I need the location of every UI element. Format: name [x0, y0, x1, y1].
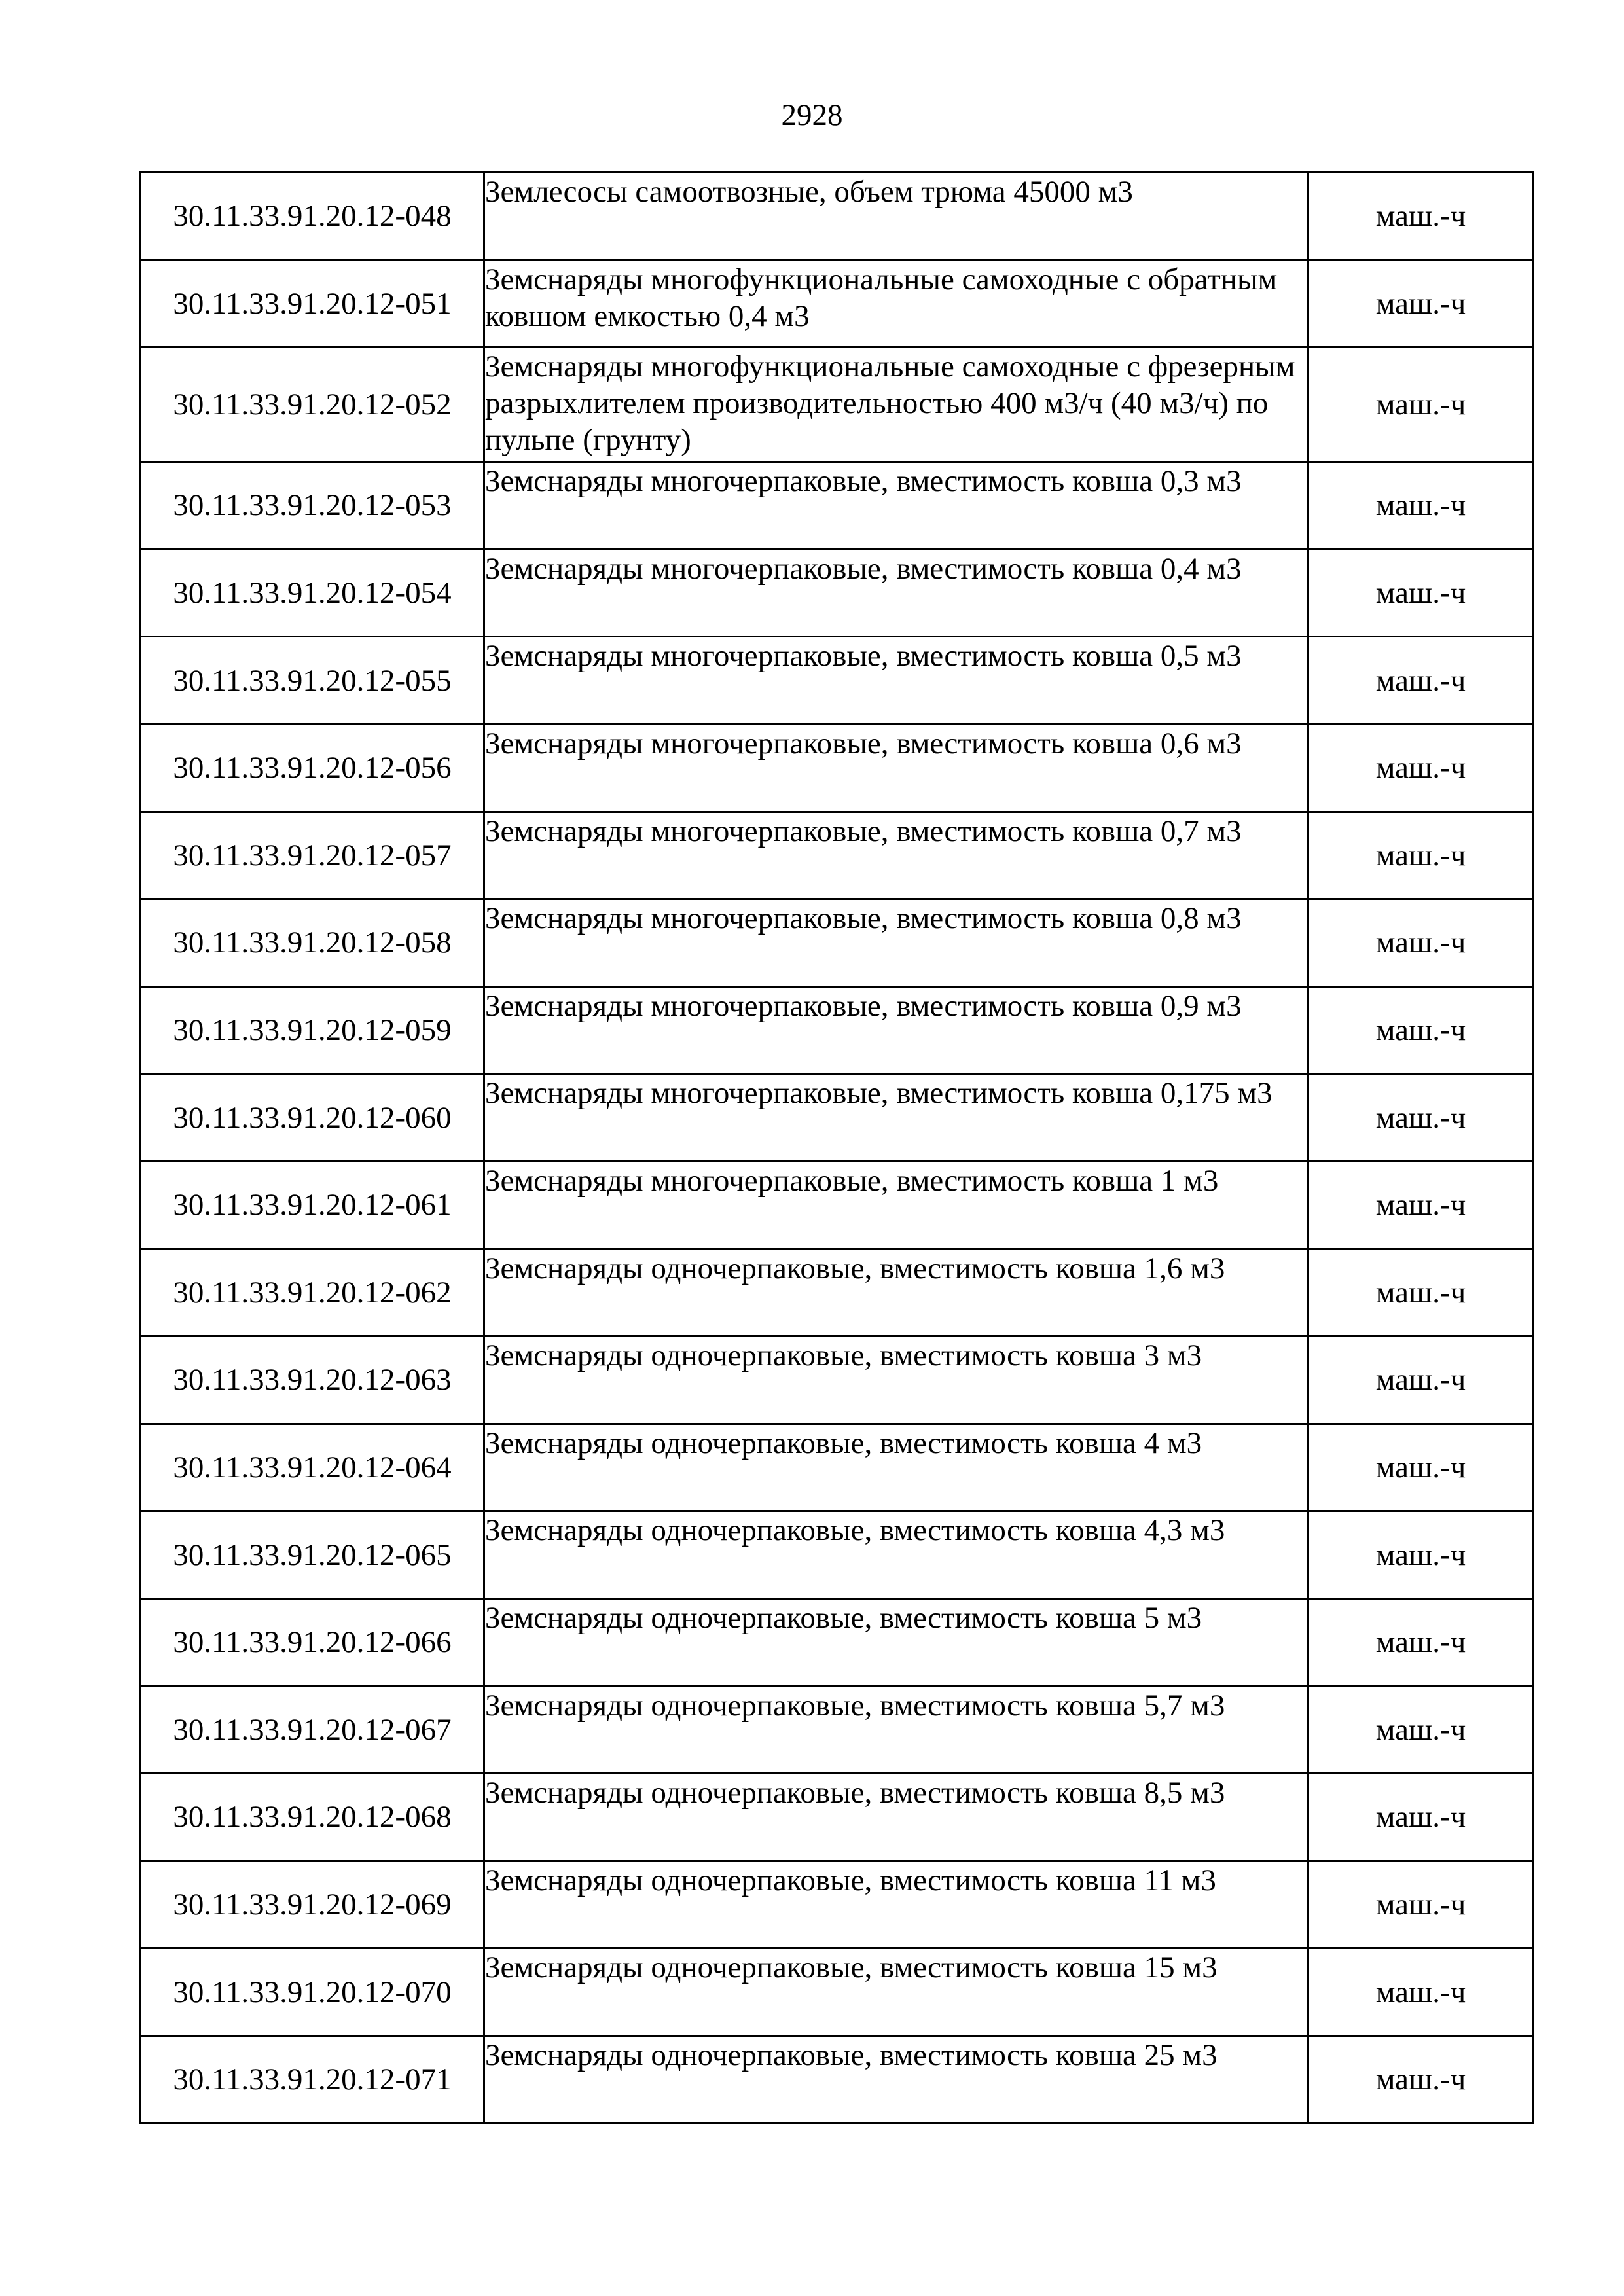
row-name: Земснаряды одночерпаковые, вместимость ковша 5,7 м3: [484, 1686, 1308, 1774]
table-row: [141, 549, 1534, 637]
row-code: 30.11.33.91.20.12-061: [141, 1161, 484, 1249]
table-row: [141, 899, 1534, 987]
table-row: [141, 1424, 1534, 1511]
row-name: Земснаряды многочерпаковые, вместимость ковша 0,7 м3: [484, 812, 1308, 899]
row-unit: маш.-ч: [1308, 549, 1534, 637]
row-name: Земснаряды одночерпаковые, вместимость ковша 8,5 м3: [484, 1774, 1308, 1861]
row-name: Земснаряды многочерпаковые, вместимость ковша 1 м3: [484, 1161, 1308, 1249]
row-name: Земснаряды многочерпаковые, вместимость ковша 0,175 м3: [484, 1074, 1308, 1162]
row-code: 30.11.33.91.20.12-054: [141, 549, 484, 637]
row-name: Земснаряды одночерпаковые, вместимость ковша 15 м3: [484, 1948, 1308, 2036]
row-code: 30.11.33.91.20.12-067: [141, 1686, 484, 1774]
table-row: [141, 1161, 1534, 1249]
row-unit: маш.-ч: [1308, 724, 1534, 812]
table-row: [141, 986, 1534, 1074]
row-code: 30.11.33.91.20.12-051: [141, 260, 484, 348]
row-unit: маш.-ч: [1308, 173, 1534, 260]
row-name: Земснаряды многофункциональные самоходные с фрезерным разрыхлителем производительностью 400 м3/ч (40 м3/ч) по пульпе (грунту): [484, 348, 1308, 462]
row-code: 30.11.33.91.20.12-068: [141, 1774, 484, 1861]
row-unit: маш.-ч: [1308, 1161, 1534, 1249]
row-unit: маш.-ч: [1308, 1598, 1534, 1686]
row-name: Земснаряды одночерпаковые, вместимость ковша 3 м3: [484, 1336, 1308, 1424]
row-code: 30.11.33.91.20.12-052: [141, 348, 484, 462]
row-unit: маш.-ч: [1308, 260, 1534, 348]
page-number: 2928: [781, 98, 843, 132]
row-name: Земснаряды многочерпаковые, вместимость ковша 0,5 м3: [484, 637, 1308, 725]
table-row: [141, 1686, 1534, 1774]
row-unit: маш.-ч: [1308, 1249, 1534, 1336]
row-unit: маш.-ч: [1308, 899, 1534, 987]
table-row: [141, 1774, 1534, 1861]
row-name: Земснаряды многочерпаковые, вместимость ковша 0,8 м3: [484, 899, 1308, 987]
row-code: 30.11.33.91.20.12-062: [141, 1249, 484, 1336]
row-code: 30.11.33.91.20.12-063: [141, 1336, 484, 1424]
row-code: 30.11.33.91.20.12-071: [141, 2036, 484, 2123]
row-name: Земснаряды многочерпаковые, вместимость ковша 0,6 м3: [484, 724, 1308, 812]
row-code: 30.11.33.91.20.12-060: [141, 1074, 484, 1162]
row-code: 30.11.33.91.20.12-057: [141, 812, 484, 899]
table-row: [141, 1948, 1534, 2036]
row-code: 30.11.33.91.20.12-070: [141, 1948, 484, 2036]
row-code: 30.11.33.91.20.12-055: [141, 637, 484, 725]
table-row: [141, 462, 1534, 550]
row-code: 30.11.33.91.20.12-065: [141, 1511, 484, 1599]
row-code: 30.11.33.91.20.12-059: [141, 986, 484, 1074]
table-row: [141, 1598, 1534, 1686]
table-row: [141, 812, 1534, 899]
row-code: 30.11.33.91.20.12-053: [141, 462, 484, 550]
table-row: [141, 1249, 1534, 1336]
row-code: 30.11.33.91.20.12-048: [141, 173, 484, 260]
row-code: 30.11.33.91.20.12-064: [141, 1424, 484, 1511]
row-code: 30.11.33.91.20.12-056: [141, 724, 484, 812]
row-name: Земснаряды многофункциональные самоходные с обратным ковшом емкостью 0,4 м3: [484, 260, 1308, 348]
row-code: 30.11.33.91.20.12-069: [141, 1861, 484, 1948]
row-unit: маш.-ч: [1308, 1336, 1534, 1424]
table-row: [141, 1074, 1534, 1162]
row-unit: маш.-ч: [1308, 462, 1534, 550]
table-row: [141, 173, 1534, 260]
row-unit: маш.-ч: [1308, 1074, 1534, 1162]
row-name: Земснаряды одночерпаковые, вместимость ковша 1,6 м3: [484, 1249, 1308, 1336]
table-row: [141, 1511, 1534, 1599]
row-unit: маш.-ч: [1308, 1511, 1534, 1599]
row-name: Земснаряды многочерпаковые, вместимость ковша 0,9 м3: [484, 986, 1308, 1074]
table-row: [141, 1861, 1534, 1948]
table-row: [141, 724, 1534, 812]
row-unit: маш.-ч: [1308, 986, 1534, 1074]
row-name: Земснаряды одночерпаковые, вместимость ковша 11 м3: [484, 1861, 1308, 1948]
row-unit: маш.-ч: [1308, 812, 1534, 899]
table-row: [141, 637, 1534, 725]
row-name: Земснаряды одночерпаковые, вместимость ковша 25 м3: [484, 2036, 1308, 2123]
row-unit: маш.-ч: [1308, 1948, 1534, 2036]
row-code: 30.11.33.91.20.12-066: [141, 1598, 484, 1686]
row-unit: маш.-ч: [1308, 1424, 1534, 1511]
resource-table: [139, 171, 1534, 2124]
table-row: [141, 348, 1534, 462]
row-unit: маш.-ч: [1308, 1686, 1534, 1774]
table-row: [141, 260, 1534, 348]
table-row: [141, 2036, 1534, 2123]
row-unit: маш.-ч: [1308, 2036, 1534, 2123]
row-unit: маш.-ч: [1308, 1861, 1534, 1948]
row-name: Земснаряды многочерпаковые, вместимость ковша 0,4 м3: [484, 549, 1308, 637]
row-name: Земснаряды одночерпаковые, вместимость ковша 4 м3: [484, 1424, 1308, 1511]
row-name: Землесосы самоотвозные, объем трюма 45000 м3: [484, 173, 1308, 260]
table-row: [141, 1336, 1534, 1424]
row-name: Земснаряды многочерпаковые, вместимость ковша 0,3 м3: [484, 462, 1308, 550]
row-unit: маш.-ч: [1308, 637, 1534, 725]
row-unit: маш.-ч: [1308, 1774, 1534, 1861]
row-unit: маш.-ч: [1308, 348, 1534, 462]
row-name: Земснаряды одночерпаковые, вместимость ковша 5 м3: [484, 1598, 1308, 1686]
row-name: Земснаряды одночерпаковые, вместимость ковша 4,3 м3: [484, 1511, 1308, 1599]
row-code: 30.11.33.91.20.12-058: [141, 899, 484, 987]
